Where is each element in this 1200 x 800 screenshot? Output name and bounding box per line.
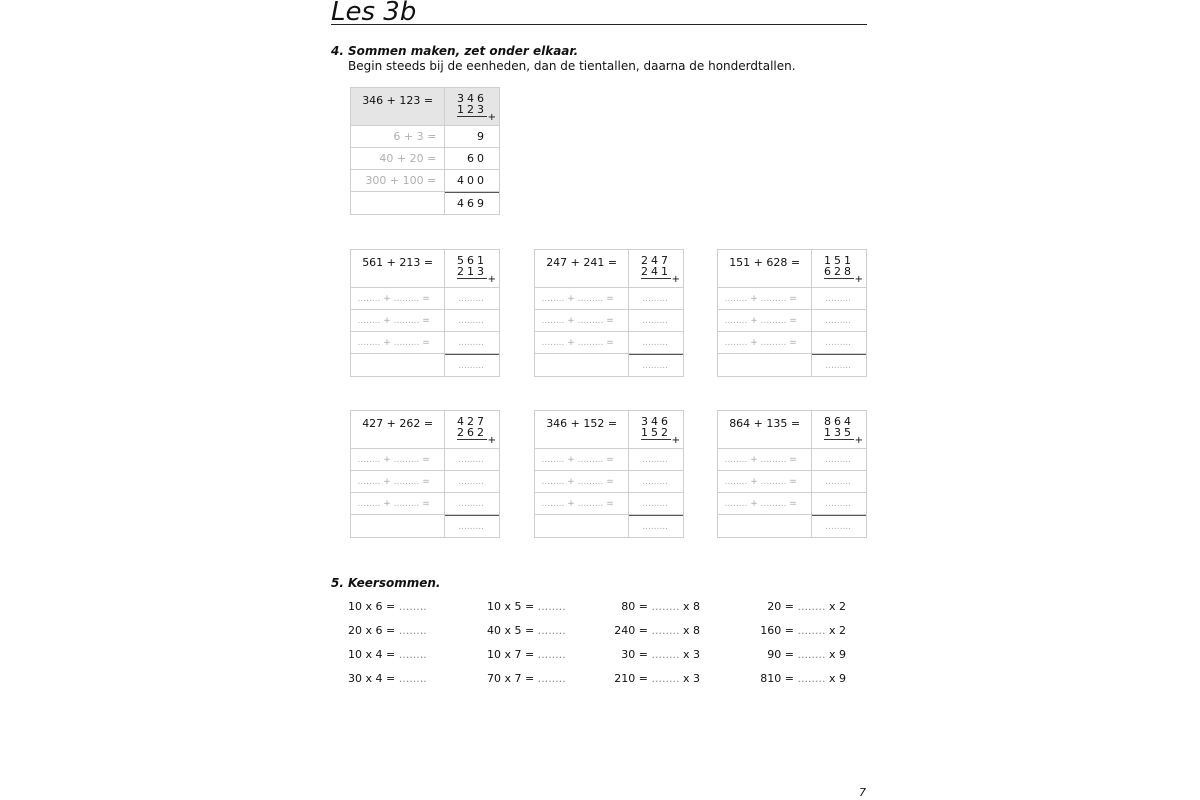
blank-step-row (351, 332, 499, 354)
example-sum-table (350, 87, 500, 215)
page-number: 7 (859, 786, 866, 799)
answer-blank: ........ (398, 672, 427, 685)
answer-blank: ........ (651, 600, 680, 613)
blank-dots: ......... (642, 315, 669, 326)
sum-bottom: 628 (824, 265, 854, 278)
mul-expression: 20 x 6 = (348, 624, 396, 637)
plus-sign: + (671, 435, 680, 446)
blank-dots: ......... (825, 498, 852, 509)
sum-table (350, 249, 500, 377)
sum-problem: 427 + 262 = (351, 411, 445, 448)
sum-table (534, 410, 684, 538)
mul-lhs: 210 = (614, 672, 648, 685)
sum-stack (812, 411, 866, 448)
exercise-5-heading: Keersommen. (348, 576, 441, 590)
blank-dots: ........ + ......... = (541, 454, 614, 465)
mul-lhs: 30 = (621, 648, 648, 661)
blank-dots: ........ + ......... = (541, 293, 614, 304)
blank-step-value (445, 449, 499, 470)
mul-item (487, 600, 566, 613)
mul-item (614, 672, 700, 685)
answer-blank: ........ (537, 624, 566, 637)
plus-sign: + (671, 274, 680, 285)
mul-rhs: x 9 (828, 648, 846, 661)
sum-table (717, 410, 867, 538)
empty-cell (535, 515, 629, 537)
blank-total (629, 515, 683, 537)
answer-blank: ........ (797, 600, 826, 613)
sum-header-row (718, 411, 866, 449)
answer-blank: ........ (537, 672, 566, 685)
blank-dots: ......... (642, 476, 669, 487)
blank-step-value (812, 471, 866, 492)
empty-cell (351, 192, 445, 214)
sum-header-row (718, 250, 866, 288)
blank-step-label (535, 310, 629, 331)
example-step-row (351, 148, 499, 170)
page-title: Les 3b (331, 0, 417, 27)
mul-expression: 10 x 4 = (348, 648, 396, 661)
example-bottom: 123 (457, 103, 487, 116)
answer-blank: ........ (398, 648, 427, 661)
blank-dots: ........ + ......... = (724, 476, 797, 487)
exercise-4-heading: Sommen maken, zet onder elkaar. (348, 44, 579, 58)
example-step-label: 6 + 3 = (351, 126, 445, 147)
blank-step-value (812, 493, 866, 514)
blank-dots: ........ + ......... = (541, 337, 614, 348)
blank-step-label (535, 449, 629, 470)
blank-step-label (351, 332, 445, 353)
blank-step-label (535, 493, 629, 514)
blank-dots: ......... (642, 498, 669, 509)
answer-blank: ........ (651, 624, 680, 637)
blank-dots: ......... (825, 315, 852, 326)
blank-dots: ........ + ......... = (357, 498, 430, 509)
blank-dots: ........ + ......... = (357, 293, 430, 304)
blank-total (445, 515, 499, 537)
blank-dots: ......... (458, 337, 485, 348)
mul-rhs: x 3 (682, 648, 700, 661)
answer-blank: ........ (537, 600, 566, 613)
sum-bottom: 213 (457, 265, 487, 278)
sum-header-row (535, 411, 683, 449)
example-total-row (351, 192, 499, 214)
example-step-label: 40 + 20 = (351, 148, 445, 169)
blank-step-row (535, 493, 683, 515)
blank-dots: ......... (458, 360, 485, 371)
blank-step-value (812, 288, 866, 309)
sum-bottom: 152 (641, 426, 671, 439)
mul-item (487, 672, 566, 685)
mul-rhs: x 2 (828, 624, 846, 637)
sum-problem: 151 + 628 = (718, 250, 812, 287)
blank-step-label (718, 332, 812, 353)
example-top: 346 (457, 92, 487, 105)
blank-dots: ......... (825, 360, 852, 371)
blank-step-row (718, 288, 866, 310)
sum-header-row (351, 411, 499, 449)
blank-dots: ......... (642, 293, 669, 304)
blank-step-label (718, 493, 812, 514)
blank-step-label (351, 288, 445, 309)
blank-step-value (812, 449, 866, 470)
empty-cell (718, 354, 812, 376)
blank-step-row (718, 449, 866, 471)
sum-problem: 247 + 241 = (535, 250, 629, 287)
blank-step-row (351, 493, 499, 515)
sum-stack (812, 250, 866, 287)
blank-step-label (351, 449, 445, 470)
blank-dots: ........ + ......... = (724, 337, 797, 348)
mul-item (348, 672, 427, 685)
blank-dots: ......... (825, 476, 852, 487)
blank-dots: ........ + ......... = (357, 315, 430, 326)
answer-blank: ........ (537, 648, 566, 661)
answer-blank: ........ (651, 648, 680, 661)
exercise-4-instruction: Begin steeds bij de eenheden, dan de tientallen, daarna de honderdtallen. (348, 59, 796, 73)
blank-step-row (718, 493, 866, 515)
blank-dots: ........ + ......... = (541, 498, 614, 509)
example-step-row (351, 170, 499, 192)
mul-item (487, 624, 566, 637)
example-header-row (351, 88, 499, 126)
mul-item (621, 648, 700, 661)
mul-rhs: x 2 (828, 600, 846, 613)
blank-dots: ......... (458, 476, 485, 487)
mul-item (767, 648, 846, 661)
blank-dots: ........ + ......... = (357, 337, 430, 348)
example-step-value: 60 (467, 152, 487, 165)
example-step-label: 300 + 100 = (351, 170, 445, 191)
blank-total (445, 354, 499, 376)
blank-dots: ......... (458, 521, 485, 532)
sum-top: 561 (457, 254, 487, 267)
blank-total-row (351, 354, 499, 376)
blank-total-row (535, 354, 683, 376)
empty-cell (718, 515, 812, 537)
blank-step-row (351, 471, 499, 493)
mul-rhs: x 3 (682, 672, 700, 685)
sum-stack (629, 250, 683, 287)
blank-total (629, 354, 683, 376)
example-step-value: 400 (457, 174, 487, 187)
blank-dots: ......... (458, 293, 485, 304)
blank-step-label (351, 471, 445, 492)
plus-sign: + (487, 274, 496, 285)
example-stack (445, 88, 499, 125)
mul-item (760, 672, 846, 685)
blank-dots: ......... (642, 521, 669, 532)
mul-item (760, 624, 846, 637)
blank-step-row (535, 471, 683, 493)
blank-step-value (629, 288, 683, 309)
mul-item (348, 600, 427, 613)
blank-step-value (629, 310, 683, 331)
blank-total-row (535, 515, 683, 537)
answer-blank: ........ (651, 672, 680, 685)
mul-lhs: 80 = (621, 600, 648, 613)
mul-rhs: x 8 (682, 624, 700, 637)
blank-dots: ......... (825, 454, 852, 465)
blank-dots: ........ + ......... = (541, 476, 614, 487)
mul-lhs: 90 = (767, 648, 794, 661)
mul-item (348, 624, 427, 637)
blank-step-value (629, 493, 683, 514)
answer-blank: ........ (797, 672, 826, 685)
mul-lhs: 240 = (614, 624, 648, 637)
example-total: 469 (445, 192, 499, 214)
blank-dots: ......... (458, 454, 485, 465)
sum-stack (445, 250, 499, 287)
mul-rhs: x 9 (828, 672, 846, 685)
blank-dots: ......... (642, 337, 669, 348)
mul-item (487, 648, 566, 661)
mul-item (621, 600, 700, 613)
blank-step-value (445, 310, 499, 331)
blank-step-value (629, 332, 683, 353)
sum-stack (445, 411, 499, 448)
mul-lhs: 810 = (760, 672, 794, 685)
mul-expression: 40 x 5 = (487, 624, 535, 637)
blank-dots: ......... (825, 521, 852, 532)
blank-dots: ........ + ......... = (357, 454, 430, 465)
blank-step-label (535, 471, 629, 492)
blank-step-row (535, 310, 683, 332)
blank-dots: ......... (458, 315, 485, 326)
blank-step-row (718, 310, 866, 332)
mul-item (767, 600, 846, 613)
sum-bottom: 262 (457, 426, 487, 439)
blank-step-label (718, 471, 812, 492)
blank-step-row (351, 288, 499, 310)
example-problem: 346 + 123 = (351, 88, 445, 125)
mul-lhs: 160 = (760, 624, 794, 637)
empty-cell (351, 515, 445, 537)
blank-step-row (535, 332, 683, 354)
mul-expression: 70 x 7 = (487, 672, 535, 685)
sum-table (717, 249, 867, 377)
answer-blank: ........ (398, 600, 427, 613)
blank-step-value (445, 332, 499, 353)
blank-dots: ........ + ......... = (724, 293, 797, 304)
sum-top: 247 (641, 254, 671, 267)
blank-step-row (535, 449, 683, 471)
plus-sign: + (854, 274, 863, 285)
mul-expression: 10 x 6 = (348, 600, 396, 613)
sum-problem: 346 + 152 = (535, 411, 629, 448)
blank-step-label (535, 332, 629, 353)
blank-step-row (351, 449, 499, 471)
blank-step-value (445, 471, 499, 492)
sum-problem: 561 + 213 = (351, 250, 445, 287)
blank-step-label (351, 310, 445, 331)
blank-step-value (445, 493, 499, 514)
blank-total (812, 515, 866, 537)
blank-step-value (812, 332, 866, 353)
answer-blank: ........ (398, 624, 427, 637)
exercise-5-number: 5. (331, 576, 344, 590)
mul-expression: 10 x 5 = (487, 600, 535, 613)
blank-step-row (351, 310, 499, 332)
blank-step-label (718, 310, 812, 331)
blank-total-row (718, 515, 866, 537)
blank-dots: ........ + ......... = (724, 315, 797, 326)
sum-top: 427 (457, 415, 487, 428)
empty-cell (535, 354, 629, 376)
blank-dots: ......... (825, 337, 852, 348)
blank-total (812, 354, 866, 376)
sum-header-row (351, 250, 499, 288)
blank-step-label (718, 288, 812, 309)
mul-rhs: x 8 (682, 600, 700, 613)
blank-total-row (718, 354, 866, 376)
blank-step-row (718, 471, 866, 493)
mul-expression: 30 x 4 = (348, 672, 396, 685)
blank-dots: ........ + ......... = (724, 498, 797, 509)
blank-total-row (351, 515, 499, 537)
blank-dots: ........ + ......... = (724, 454, 797, 465)
sum-top: 346 (641, 415, 671, 428)
sum-bottom: 135 (824, 426, 854, 439)
title-rule (331, 24, 867, 25)
blank-step-value (629, 449, 683, 470)
blank-dots: ......... (642, 454, 669, 465)
blank-step-value (445, 288, 499, 309)
blank-dots: ........ + ......... = (357, 476, 430, 487)
plus-sign: + (487, 435, 496, 446)
plus-sign: + (854, 435, 863, 446)
sum-problem: 864 + 135 = (718, 411, 812, 448)
plus-sign: + (487, 112, 496, 123)
blank-step-label (535, 288, 629, 309)
empty-cell (351, 354, 445, 376)
sum-top: 864 (824, 415, 854, 428)
blank-step-row (535, 288, 683, 310)
blank-dots: ......... (825, 293, 852, 304)
mul-lhs: 20 = (767, 600, 794, 613)
blank-dots: ......... (458, 498, 485, 509)
mul-item (348, 648, 427, 661)
blank-step-label (351, 493, 445, 514)
answer-blank: ........ (797, 624, 826, 637)
example-step-row (351, 126, 499, 148)
sum-table (350, 410, 500, 538)
blank-dots: ........ + ......... = (541, 315, 614, 326)
example-step-value: 9 (477, 130, 487, 143)
sum-table (534, 249, 684, 377)
blank-step-label (718, 449, 812, 470)
sum-top: 151 (824, 254, 854, 267)
answer-blank: ........ (797, 648, 826, 661)
exercise-4-number: 4. (331, 44, 344, 58)
mul-expression: 10 x 7 = (487, 648, 535, 661)
mul-item (614, 624, 700, 637)
blank-step-row (718, 332, 866, 354)
sum-bottom: 241 (641, 265, 671, 278)
sum-stack (629, 411, 683, 448)
blank-step-value (812, 310, 866, 331)
blank-step-value (629, 471, 683, 492)
blank-dots: ......... (642, 360, 669, 371)
sum-header-row (535, 250, 683, 288)
